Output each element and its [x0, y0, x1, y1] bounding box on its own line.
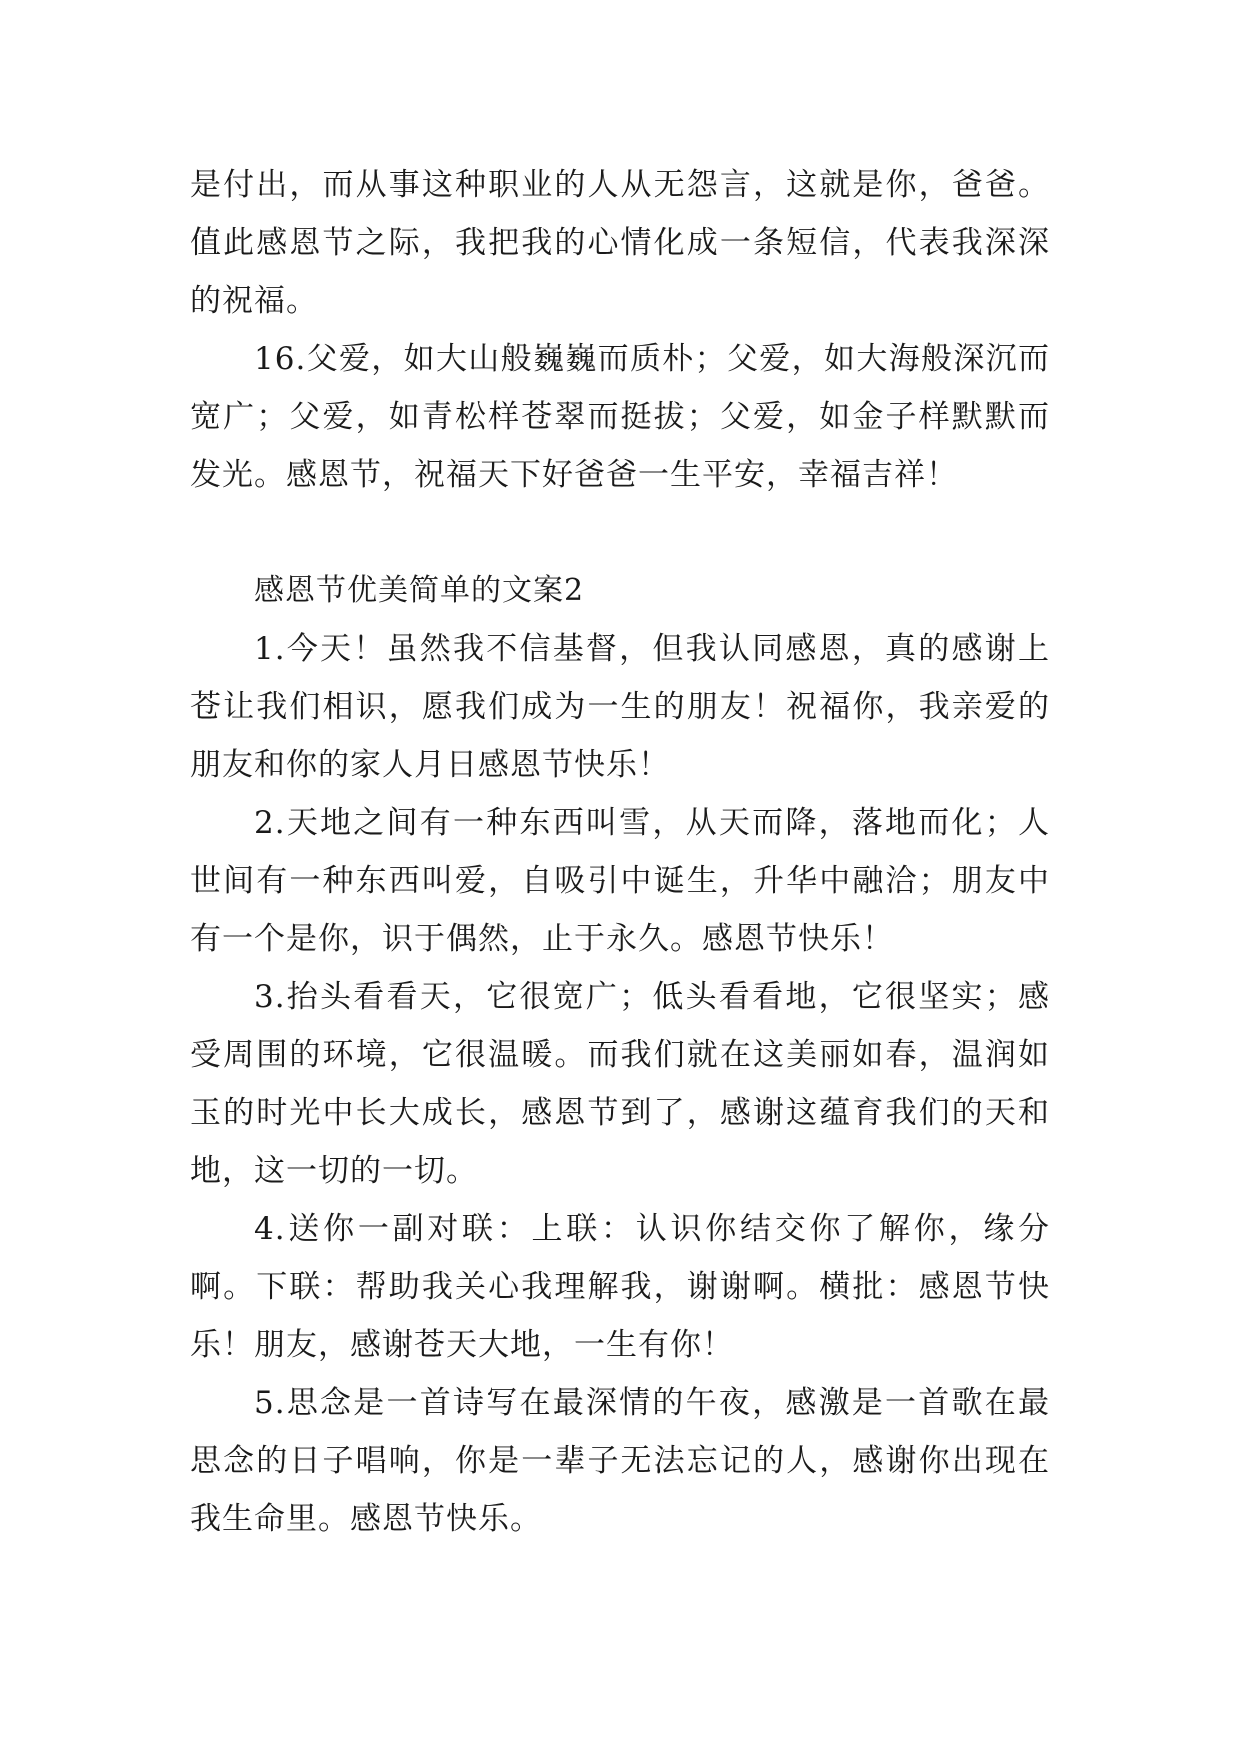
paragraph-item-16: 16.父爱，如大山般巍巍而质朴；父爱，如大海般深沉而宽广；父爱，如青松样苍翠而挺拔；父爱，如金子样默默而发光。感恩节，祝福天下好爸爸一生平安，幸福吉祥！: [190, 341, 1050, 493]
section-spacer: [190, 504, 1050, 562]
paragraph-continuation: 是付出，而从事这种职业的人从无怨言，这就是你，爸爸。值此感恩节之际，我把我的心情化成一条短信，代表我深深的祝福。: [190, 167, 1050, 319]
document-body: [190, 156, 1050, 1548]
list-item-1: 1.今天！虽然我不信基督，但我认同感恩，真的感谢上苍让我们相识，愿我们成为一生的朋友！祝福你，我亲爱的朋友和你的家人月日感恩节快乐！: [190, 631, 1050, 783]
list-item-4: 4.送你一副对联：上联：认识你结交你了解你，缘分啊。下联：帮助我关心我理解我，谢谢啊。横批：感恩节快乐！朋友，感谢苍天大地，一生有你！: [190, 1211, 1050, 1363]
list-item-5: 5.思念是一首诗写在最深情的午夜，感激是一首歌在最思念的日子唱响，你是一辈子无法忘记的人，感谢你出现在我生命里。感恩节快乐。: [190, 1385, 1050, 1537]
section-heading: 感恩节优美简单的文案2: [254, 573, 585, 608]
list-item-3: 3.抬头看看天，它很宽广；低头看看地，它很坚实；感受周围的环境，它很温暖。而我们就在这美丽如春，温润如玉的时光中长大成长，感恩节到了，感谢这蕴育我们的天和地，这一切的一切。: [190, 979, 1050, 1189]
list-item-2: 2.天地之间有一种东西叫雪，从天而降，落地而化；人世间有一种东西叫爱，自吸引中诞生，升华中融洽；朋友中有一个是你，识于偶然，止于永久。感恩节快乐！: [190, 805, 1050, 957]
